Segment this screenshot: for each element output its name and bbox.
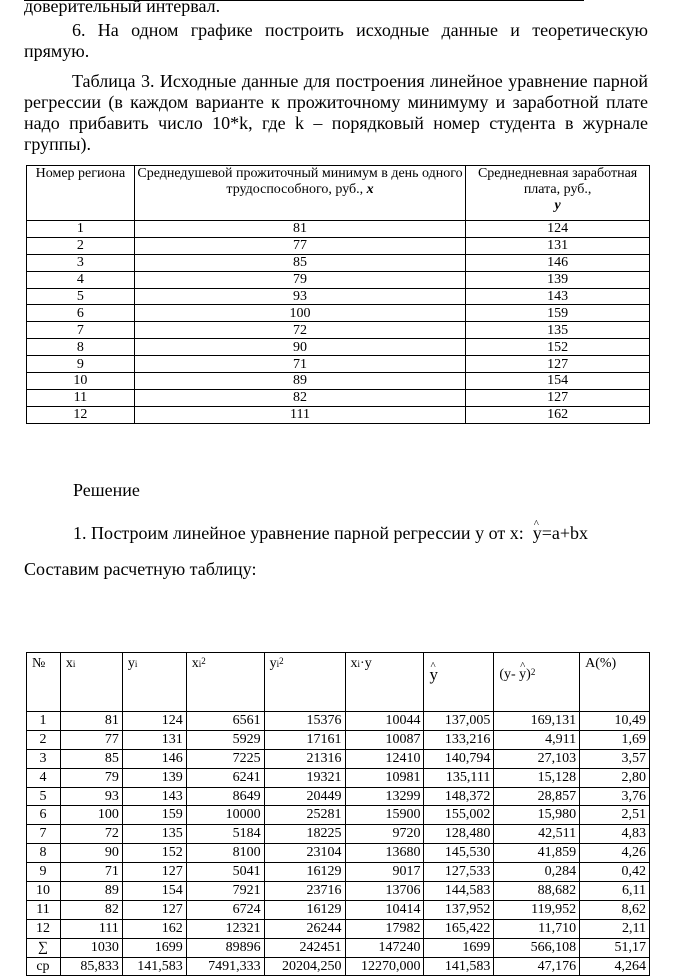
calc-cell: 145,530: [424, 844, 494, 863]
calc-cell: 1699: [424, 938, 494, 957]
table3-cell: 81: [134, 221, 465, 238]
calc-cell: 27,103: [494, 749, 580, 768]
calc-cell: 242451: [264, 938, 345, 957]
calc-cell: 6724: [186, 900, 264, 919]
calc-cell: 140,794: [424, 749, 494, 768]
calc-cell: 17982: [345, 919, 424, 938]
calc-cell: 10: [27, 882, 61, 901]
table3-cell: 89: [134, 373, 465, 390]
table3-cell: 127: [466, 389, 650, 406]
calc-header-num-label: №: [32, 656, 46, 671]
table3-cell: 6: [27, 305, 135, 322]
table3-row: [27, 406, 650, 423]
calc-row: [27, 844, 650, 863]
calc-cell: 71: [60, 863, 122, 882]
header-y: [466, 166, 650, 221]
calc-cell: 13706: [345, 882, 424, 901]
calc-cell: 85,833: [60, 957, 122, 976]
header-y-var: y: [554, 198, 561, 213]
calc-cell: 8,62: [580, 900, 650, 919]
calc-cell: 0,284: [494, 863, 580, 882]
calc-cell: 7491,333: [186, 957, 264, 976]
calc-cell: 100: [60, 806, 122, 825]
calc-cell: 19321: [264, 768, 345, 787]
table3-cell: 143: [466, 288, 650, 305]
calc-cell: 23104: [264, 844, 345, 863]
calc-cell: 3: [27, 749, 61, 768]
calc-cell: 133,216: [424, 730, 494, 749]
calc-header-resid: [494, 653, 580, 712]
calc-header-y2: [264, 653, 345, 712]
calc-cell: 137,005: [424, 712, 494, 731]
calc-cell: 0,42: [580, 863, 650, 882]
calc-header-resid-close: ): [526, 667, 531, 682]
header-region: [27, 166, 135, 221]
calc-cell: 165,422: [424, 919, 494, 938]
calc-cell: 127,533: [424, 863, 494, 882]
calc-cell: 124: [122, 712, 186, 731]
calc-cell: 169,131: [494, 712, 580, 731]
table3-cell: 79: [134, 271, 465, 288]
calc-header-A-label: A(%): [585, 656, 617, 671]
calc-cell: 152: [122, 844, 186, 863]
table3-row: [27, 373, 650, 390]
calc-cell: 15900: [345, 806, 424, 825]
calc-header-x-label: x: [65, 656, 73, 671]
calc-row: [27, 768, 650, 787]
calc-cell: 127: [122, 863, 186, 882]
calc-cell: 79: [60, 768, 122, 787]
calc-header-x-sub: i: [72, 659, 76, 669]
calc-header-y2-sup: 2: [279, 656, 284, 666]
calc-cell: 20204,250: [264, 957, 345, 976]
calc-cell: 2,11: [580, 919, 650, 938]
step1-line: [73, 523, 588, 544]
table3-row: [27, 356, 650, 373]
calc-header-yhat-label: ^ y: [429, 667, 438, 683]
table3-cell: 72: [134, 322, 465, 339]
calc-cell: 15,980: [494, 806, 580, 825]
table3-cell: 12: [27, 406, 135, 423]
calc-cell: 18225: [264, 825, 345, 844]
calc-header-y-label: y: [127, 656, 135, 671]
table3-cell: 3: [27, 254, 135, 271]
calc-cell: 9720: [345, 825, 424, 844]
calc-header-x: [60, 653, 122, 712]
table3-cell: 135: [466, 322, 650, 339]
calc-cell: 4: [27, 768, 61, 787]
calc-cell: 4,83: [580, 825, 650, 844]
table3-cell: 71: [134, 356, 465, 373]
calc-cell: 10981: [345, 768, 424, 787]
solution-heading: Решение: [73, 480, 140, 500]
calc-cell: 5041: [186, 863, 264, 882]
table3-caption: Таблица 3. Исходные данные для построения линейное уравнение парной регрессии (в каждом варианте к прожиточному минимуму и заработной плате надо прибавить число 10*k, где k – порядковый номер студента в журнале группы).: [24, 71, 648, 154]
calc-cell: 7921: [186, 882, 264, 901]
calc-cell: 85: [60, 749, 122, 768]
calc-cell: 17161: [264, 730, 345, 749]
calc-cell: 137,952: [424, 900, 494, 919]
calc-header-y2-label: y: [269, 656, 277, 671]
calc-cell: 10,49: [580, 712, 650, 731]
calc-cell: 1030: [60, 938, 122, 957]
calc-cell: 10044: [345, 712, 424, 731]
calc-row: [27, 712, 650, 731]
calc-cell: 131: [122, 730, 186, 749]
table3-cell: 93: [134, 288, 465, 305]
calc-header-x2-label: x: [191, 656, 199, 671]
calc-cell: 9: [27, 863, 61, 882]
header-y-label: Среднедневная заработная плата, руб.,: [477, 166, 638, 197]
calc-header-yhat: [424, 653, 494, 712]
calc-cell: 41,859: [494, 844, 580, 863]
calc-cell: 72: [60, 825, 122, 844]
header-x-var: x: [366, 182, 374, 197]
table3-cell: 9: [27, 356, 135, 373]
calc-cell: 16129: [264, 863, 345, 882]
calc-cell: 143: [122, 787, 186, 806]
table3-cell: 162: [466, 406, 650, 423]
calc-cell: 146: [122, 749, 186, 768]
calc-row: [27, 787, 650, 806]
calc-header-x2-sup: 2: [201, 656, 206, 666]
calc-header-row: [27, 653, 650, 712]
calc-cell: 566,108: [494, 938, 580, 957]
step1-text: 1. Построим линейное уравнение парной регрессии y от x:: [73, 523, 524, 543]
calc-header-xy-label: x: [350, 656, 358, 671]
calc-cell: 6,11: [580, 882, 650, 901]
table3-cell: 146: [466, 254, 650, 271]
table3-source-data: [26, 165, 650, 424]
calc-cell: 11,710: [494, 919, 580, 938]
table3-row: [27, 254, 650, 271]
calc-cell: 12321: [186, 919, 264, 938]
calc-row: [27, 919, 650, 938]
calc-cell: 28,857: [494, 787, 580, 806]
intro-fragment: доверительный интервал.: [24, 0, 221, 16]
step1-formula: =a+bx: [541, 523, 588, 543]
calc-row: [27, 957, 650, 976]
table3-cell: 1: [27, 221, 135, 238]
calc-header-xy-sub: i: [357, 659, 361, 669]
table3-header-row: [27, 166, 650, 221]
calc-row: [27, 938, 650, 957]
calc-cell: ∑: [27, 938, 61, 957]
calc-cell: 6561: [186, 712, 264, 731]
calc-cell: 148,372: [424, 787, 494, 806]
calc-header-y2-sub: i: [276, 659, 280, 669]
calc-cell: 4,911: [494, 730, 580, 749]
calc-cell: 6241: [186, 768, 264, 787]
calc-row: [27, 825, 650, 844]
table3-row: [27, 305, 650, 322]
calc-cell: 4,26: [580, 844, 650, 863]
table3-cell: 131: [466, 237, 650, 254]
calc-cell: 162: [122, 919, 186, 938]
calc-cell: 51,17: [580, 938, 650, 957]
calc-cell: 88,682: [494, 882, 580, 901]
calc-cell: 82: [60, 900, 122, 919]
calc-cell: 8649: [186, 787, 264, 806]
calc-cell: 12270,000: [345, 957, 424, 976]
table3-cell: 124: [466, 221, 650, 238]
header-region-label: Номер региона: [35, 166, 126, 181]
calc-header-resid-open: (y-: [499, 667, 520, 682]
calc-cell: 25281: [264, 806, 345, 825]
calc-header-resid-sup: 2: [530, 667, 536, 677]
header-x-label: Среднедушевой прожиточный минимум в день одного трудоспособного, руб.,: [137, 166, 463, 197]
table3-cell: 7: [27, 322, 135, 339]
calc-cell: 13680: [345, 844, 424, 863]
table3-row: [27, 237, 650, 254]
calc-header-xy-rest: ·y: [360, 656, 372, 671]
calc-cell: 135: [122, 825, 186, 844]
calc-cell: 7: [27, 825, 61, 844]
calc-cell: 26244: [264, 919, 345, 938]
calc-header-xy: [345, 653, 424, 712]
calc-cell: 5: [27, 787, 61, 806]
table3-row: [27, 271, 650, 288]
calc-header-A: [580, 653, 650, 712]
calc-cell: 93: [60, 787, 122, 806]
calc-cell: 89896: [186, 938, 264, 957]
calc-cell: 3,76: [580, 787, 650, 806]
table3-row: [27, 339, 650, 356]
calc-cell: 20449: [264, 787, 345, 806]
calc-header-y: [122, 653, 186, 712]
table3-cell: 159: [466, 305, 650, 322]
table3-cell: 77: [134, 237, 465, 254]
table3-cell: 10: [27, 373, 135, 390]
calc-cell: ср: [27, 957, 61, 976]
calc-cell: 154: [122, 882, 186, 901]
table3-cell: 90: [134, 339, 465, 356]
calc-header-num: [27, 653, 61, 712]
table3-cell: 152: [466, 339, 650, 356]
calc-cell: 127: [122, 900, 186, 919]
calc-cell: 2: [27, 730, 61, 749]
calc-row: [27, 863, 650, 882]
calc-cell: 89: [60, 882, 122, 901]
calc-cell: 2,51: [580, 806, 650, 825]
calc-header-y-sub: i: [134, 659, 138, 669]
calc-row: [27, 806, 650, 825]
calc-row: [27, 749, 650, 768]
calc-cell: 5184: [186, 825, 264, 844]
calc-cell: 135,111: [424, 768, 494, 787]
calc-cell: 147240: [345, 938, 424, 957]
calc-cell: 8: [27, 844, 61, 863]
calc-cell: 2,80: [580, 768, 650, 787]
calc-cell: 1: [27, 712, 61, 731]
calc-cell: 15,128: [494, 768, 580, 787]
calc-cell: 9017: [345, 863, 424, 882]
calc-cell: 5929: [186, 730, 264, 749]
calc-cell: 77: [60, 730, 122, 749]
calc-row: [27, 900, 650, 919]
calc-cell: 159: [122, 806, 186, 825]
table3-row: [27, 288, 650, 305]
table3-cell: 2: [27, 237, 135, 254]
calc-cell: 139: [122, 768, 186, 787]
table3-row: [27, 322, 650, 339]
calc-cell: 111: [60, 919, 122, 938]
calc-cell: 81: [60, 712, 122, 731]
table3-row: [27, 389, 650, 406]
calc-cell: 128,480: [424, 825, 494, 844]
calc-cell: 90: [60, 844, 122, 863]
table3-cell: 139: [466, 271, 650, 288]
calc-cell: 155,002: [424, 806, 494, 825]
calc-cell: 16129: [264, 900, 345, 919]
calc-cell: 13299: [345, 787, 424, 806]
calc-cell: 10414: [345, 900, 424, 919]
calc-cell: 42,511: [494, 825, 580, 844]
table3-cell: 111: [134, 406, 465, 423]
calc-cell: 12410: [345, 749, 424, 768]
calc-cell: 8100: [186, 844, 264, 863]
calc-cell: 119,952: [494, 900, 580, 919]
header-x: [134, 166, 465, 221]
calc-cell: 15376: [264, 712, 345, 731]
calc-cell: 1699: [122, 938, 186, 957]
step1-yhat: ^ y: [533, 523, 542, 544]
calc-cell: 6: [27, 806, 61, 825]
calc-cell: 12: [27, 919, 61, 938]
table3-cell: 100: [134, 305, 465, 322]
calc-row: [27, 730, 650, 749]
table3-cell: 5: [27, 288, 135, 305]
calc-header-resid-yhat: ^ y: [519, 667, 526, 683]
calc-cell: 3,57: [580, 749, 650, 768]
table3-row: [27, 221, 650, 238]
item-6-text: 6. На одном графике построить исходные данные и теоретическую прямую.: [24, 20, 648, 61]
calc-cell: 11: [27, 900, 61, 919]
calc-cell: 4,264: [580, 957, 650, 976]
table3-cell: 82: [134, 389, 465, 406]
calc-header-x2: [186, 653, 264, 712]
calc-cell: 47,176: [494, 957, 580, 976]
table3-cell: 127: [466, 356, 650, 373]
calc-cell: 141,583: [122, 957, 186, 976]
calc-cell: 23716: [264, 882, 345, 901]
calc-cell: 10000: [186, 806, 264, 825]
calc-table: [26, 652, 650, 976]
table-intro: Составим расчетную таблицу:: [24, 559, 257, 579]
calc-cell: 1,69: [580, 730, 650, 749]
calc-row: [27, 882, 650, 901]
table3-cell: 4: [27, 271, 135, 288]
calc-cell: 10087: [345, 730, 424, 749]
calc-cell: 141,583: [424, 957, 494, 976]
table3-cell: 8: [27, 339, 135, 356]
calc-cell: 7225: [186, 749, 264, 768]
table3-cell: 85: [134, 254, 465, 271]
table3-cell: 154: [466, 373, 650, 390]
calc-cell: 21316: [264, 749, 345, 768]
calc-cell: 144,583: [424, 882, 494, 901]
calc-header-x2-sub: i: [198, 659, 202, 669]
table3-cell: 11: [27, 389, 135, 406]
